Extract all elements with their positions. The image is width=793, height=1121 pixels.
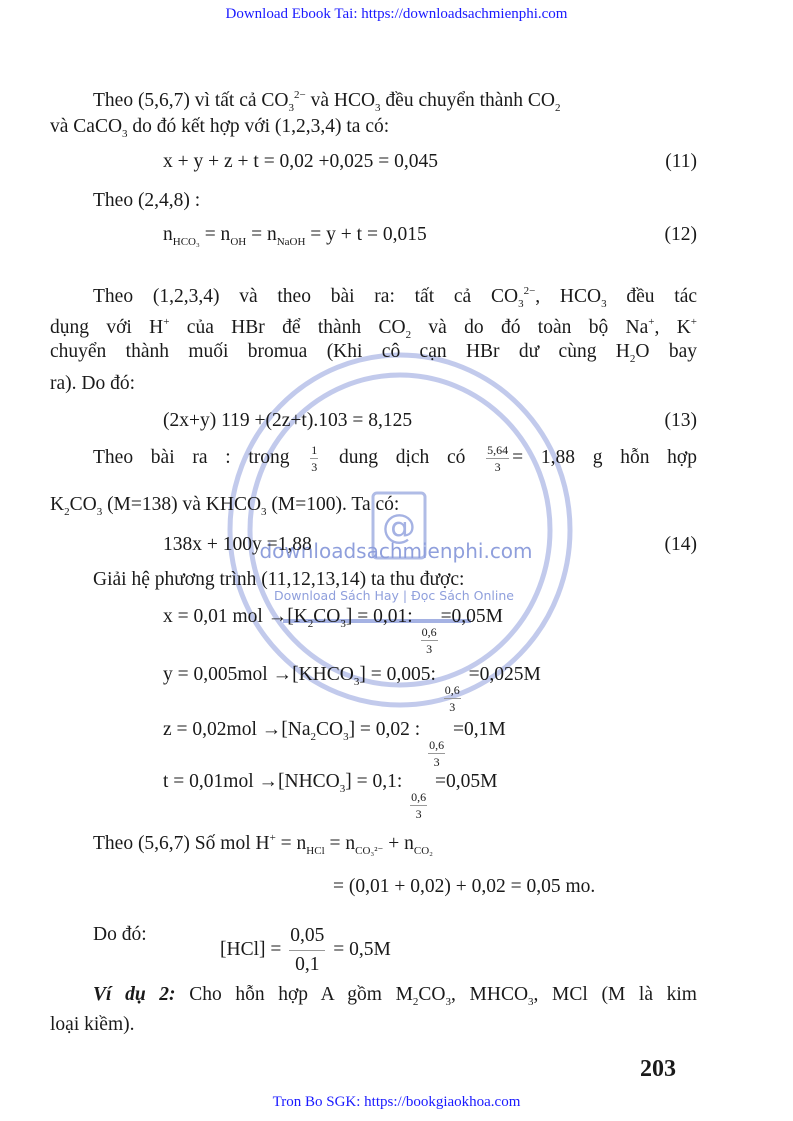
text-run: CO bbox=[313, 606, 341, 627]
subscript: 3 bbox=[122, 128, 128, 140]
subscript: 3 bbox=[445, 996, 451, 1008]
text-run: K bbox=[50, 494, 65, 515]
subscript: 3 bbox=[353, 676, 360, 688]
text-run: = (0,01 + 0,02) + 0,02 = 0,05 mo. bbox=[333, 876, 596, 897]
header-download-link[interactable]: Download Ebook Tai: https://downloadsachmienphi.com bbox=[225, 6, 568, 22]
text-run: = n bbox=[246, 224, 277, 245]
page-number: 203 bbox=[640, 1056, 676, 1082]
text-run: t = 0,01mol →[NHCO bbox=[163, 771, 340, 792]
text-run: 138x + 100y =1,88 bbox=[163, 534, 312, 555]
text-run: ra). Do đó: bbox=[50, 373, 136, 394]
paragraph-line bbox=[93, 188, 697, 214]
result-line bbox=[163, 717, 697, 770]
fraction-numerator: 5,64 bbox=[487, 443, 509, 457]
text-run: =0,05M bbox=[440, 606, 504, 627]
subscript: CO₂ bbox=[413, 845, 433, 857]
svg-text:@: @ bbox=[382, 507, 416, 547]
fraction bbox=[444, 682, 461, 715]
equation-14 bbox=[163, 532, 697, 558]
watermark-slogan: Download Sách Hay | Đọc Sách Online bbox=[274, 588, 514, 603]
text-run: và HCO bbox=[305, 90, 376, 111]
fraction-denominator: 3 bbox=[415, 807, 422, 821]
text-run: (M=138) và KHCO bbox=[102, 494, 262, 515]
paragraph-line bbox=[50, 371, 697, 397]
subscript: OH bbox=[230, 236, 247, 248]
text-run: Do đó: bbox=[93, 924, 147, 945]
equation-number: (12) bbox=[664, 224, 697, 245]
equation-11 bbox=[163, 149, 697, 175]
paragraph-line bbox=[50, 114, 697, 147]
subscript: HCO₃ bbox=[172, 236, 200, 248]
equation-13 bbox=[163, 408, 697, 434]
text-run: Theo (1,2,3,4) và theo bài ra: tất cả CO bbox=[93, 286, 519, 307]
subscript: 3 bbox=[339, 783, 346, 795]
result-line bbox=[163, 604, 697, 657]
paragraph-line bbox=[333, 874, 733, 900]
text-run: = n bbox=[324, 833, 356, 854]
text-run: = 1,88 g hỗn hợp bbox=[512, 446, 697, 468]
superscript: + bbox=[269, 832, 276, 844]
text-run: CO bbox=[69, 494, 97, 515]
fraction-denominator: 3 bbox=[426, 642, 433, 656]
equation-hcl bbox=[220, 922, 520, 979]
text-run: O bay bbox=[635, 341, 697, 362]
paragraph-line bbox=[93, 567, 697, 593]
text-run: n bbox=[163, 224, 173, 245]
text-run: CO bbox=[315, 719, 344, 740]
text-run: Theo (5,6,7) vì tất cả CO bbox=[93, 90, 289, 111]
result-line bbox=[163, 662, 697, 715]
text-run: Theo bài ra : trong bbox=[93, 446, 308, 468]
text-run: đều tác bbox=[606, 286, 698, 307]
subscript: CO₃²⁻ bbox=[355, 845, 384, 857]
text-run: chuyển thành muối bromua (Khi cô cạn HBr dư cùng H bbox=[50, 341, 630, 362]
subscript: 3 bbox=[340, 618, 346, 630]
superscript: 2− bbox=[523, 285, 536, 297]
fraction bbox=[410, 789, 427, 822]
text-run: của HBr để thành CO bbox=[169, 317, 406, 338]
fraction-denominator: 0,1 bbox=[295, 954, 320, 975]
text-run: dung dịch có bbox=[321, 446, 484, 468]
example-label: Ví dụ 2: bbox=[93, 984, 176, 1005]
equation-number: (11) bbox=[665, 151, 697, 172]
text-run: = n bbox=[199, 224, 231, 245]
equation-12 bbox=[163, 222, 697, 255]
fraction-denominator: 3 bbox=[311, 460, 318, 474]
subscript: 2 bbox=[629, 353, 636, 365]
subscript: 2 bbox=[554, 102, 561, 114]
subscript: 3 bbox=[261, 506, 267, 518]
text-run: Giải hệ phương trình (11,12,13,14) ta thu được: bbox=[93, 569, 465, 590]
fraction-denominator: 3 bbox=[433, 755, 440, 769]
watermark-site: downloadsachmienphi.com bbox=[259, 539, 533, 563]
fraction-numerator: 0,6 bbox=[444, 683, 460, 697]
paragraph-line bbox=[50, 1012, 697, 1038]
subscript: 3 bbox=[518, 298, 524, 310]
subscript: 2 bbox=[64, 506, 70, 518]
text-run: ] = 0,01: bbox=[345, 606, 418, 627]
subscript: 3 bbox=[528, 996, 534, 1008]
text-run: [HCl] = bbox=[220, 938, 287, 960]
subscript: 2 bbox=[310, 731, 316, 743]
subscript: 3 bbox=[375, 102, 381, 114]
subscript: NaOH bbox=[276, 236, 306, 248]
text-run: z = 0,02mol →[Na bbox=[163, 719, 311, 740]
text-run: = n bbox=[275, 833, 307, 854]
text-run: Theo (2,4,8) : bbox=[93, 190, 201, 211]
text-run: Theo (5,6,7) Số mol H bbox=[93, 833, 270, 854]
text-run: y = 0,005mol →[KHCO bbox=[163, 664, 354, 685]
fraction-numerator: 0,6 bbox=[411, 790, 427, 804]
fraction-denominator: 3 bbox=[494, 460, 501, 474]
fraction-denominator: 3 bbox=[449, 700, 456, 714]
text-run: = y + t = 0,015 bbox=[305, 224, 427, 245]
text-run: (M=100). Ta có: bbox=[266, 494, 400, 515]
text-run: do đó kết hợp với (1,2,3,4) ta có: bbox=[127, 116, 390, 137]
subscript: 3 bbox=[601, 298, 607, 310]
text-run: , K bbox=[654, 317, 691, 338]
text-run: + n bbox=[383, 833, 414, 854]
superscript: + bbox=[163, 316, 170, 328]
text-run: đều chuyển thành CO bbox=[380, 90, 555, 111]
text-run: CO bbox=[418, 984, 446, 1005]
fraction bbox=[310, 442, 318, 475]
text-run: (2x+y) 119 +(2z+t).103 = 8,125 bbox=[163, 410, 413, 431]
fraction-numerator: 0,6 bbox=[429, 738, 445, 752]
paragraph-line bbox=[93, 442, 697, 475]
text-run: ] = 0,1: bbox=[345, 771, 408, 792]
fraction-numerator: 1 bbox=[311, 443, 318, 457]
superscript: 2− bbox=[294, 89, 306, 101]
footer-link[interactable]: Tron Bo SGK: https://bookgiaokhoa.com bbox=[272, 1094, 521, 1110]
subscript: 2 bbox=[405, 329, 412, 341]
text-run: dụng với H bbox=[50, 317, 164, 338]
text-run: Cho hỗn hợp A gồm M bbox=[175, 984, 413, 1005]
text-run: , HCO bbox=[535, 286, 602, 307]
text-run: ] = 0,005: bbox=[359, 664, 441, 685]
paragraph-line bbox=[93, 825, 697, 864]
text-run: x + y + z + t = 0,02 +0,025 = 0,045 bbox=[163, 151, 439, 172]
fraction-numerator: 0,6 bbox=[421, 625, 437, 639]
subscript: 2 bbox=[307, 618, 314, 630]
text-run: x = 0,01 mol →[K bbox=[163, 606, 308, 627]
fraction bbox=[289, 922, 325, 979]
fraction bbox=[428, 737, 445, 770]
superscript: + bbox=[648, 316, 655, 328]
text-run: loại kiềm). bbox=[50, 1014, 135, 1035]
equation-number: (14) bbox=[664, 534, 697, 555]
fraction bbox=[421, 624, 438, 657]
superscript: + bbox=[690, 316, 698, 328]
text-run: = 0,5M bbox=[328, 938, 391, 960]
text-run: =0,05M bbox=[430, 771, 498, 792]
paragraph-line bbox=[50, 492, 697, 525]
text-run: =0,025M bbox=[463, 664, 541, 685]
fraction-numerator: 0,05 bbox=[289, 922, 325, 951]
subscript: 3 bbox=[96, 506, 103, 518]
equation-number: (13) bbox=[664, 410, 697, 431]
result-line bbox=[163, 769, 697, 822]
text-run: =0,1M bbox=[448, 719, 506, 740]
subscript: 2 bbox=[412, 996, 419, 1008]
fraction bbox=[486, 442, 509, 475]
paragraph-line bbox=[50, 339, 697, 372]
text-run: ] = 0,02 : bbox=[348, 719, 426, 740]
text-run: và do đó toàn bộ Na bbox=[411, 317, 649, 338]
subscript: HCl bbox=[306, 845, 325, 857]
text-run: và CaCO bbox=[50, 116, 123, 137]
example-heading-line bbox=[93, 982, 697, 1015]
subscript: 3 bbox=[288, 102, 294, 114]
text-run: , MCl (M là kim bbox=[533, 984, 697, 1005]
text-run: , MHCO bbox=[451, 984, 529, 1005]
subscript: 3 bbox=[343, 731, 349, 743]
